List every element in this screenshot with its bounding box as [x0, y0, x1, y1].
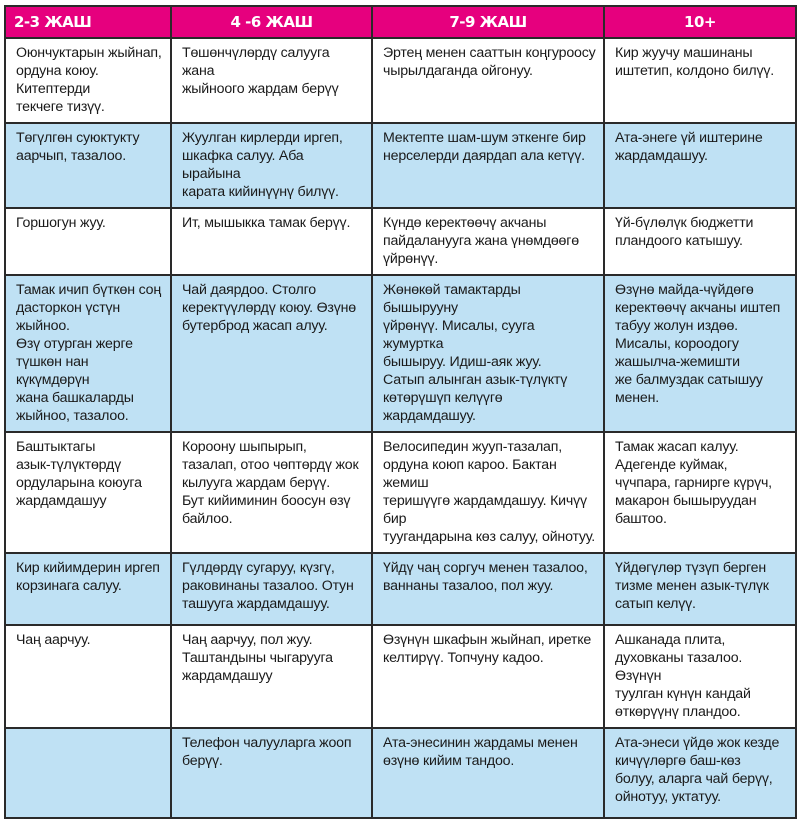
- table-cell: Жуулган кирлерди иргеп, шкафка салуу. Аба ырайына карата кийинүүнү билүү.: [171, 123, 372, 208]
- table-cell: Ит, мышыкка тамак берүү.: [171, 208, 372, 275]
- table-cell: Ата-энесинин жардамы менен өзүнө кийим тандоо.: [372, 728, 604, 818]
- table-row: [5, 625, 796, 728]
- header-age-7-9: 7-9 ЖАШ: [372, 6, 604, 38]
- table-cell: Тамак жасап калуу. Адегенде куймак, чүчпара, гарнирге күрүч, макарон бышыруудан баштоо.: [604, 432, 796, 553]
- chores-by-age-table: [4, 5, 797, 819]
- table-cell: Кир жуучу машинаны иштетип, колдоно билүү.: [604, 38, 796, 123]
- table-row: [5, 728, 796, 818]
- header-age-10-plus: 10+: [604, 6, 796, 38]
- table-cell: Ашканада плита, духовканы тазалоо. Өзүнүн туулган күнүн кандай өткөрүүнү пландоо.: [604, 625, 796, 728]
- table-row: [5, 208, 796, 275]
- table-cell: Күндө керектөөчү акчаны пайдаланууга жана үнөмдөөгө үйрөнүү.: [372, 208, 604, 275]
- table-cell: Үйдү чаң соргуч менен тазалоо, ваннаны тазалоо, пол жуу.: [372, 553, 604, 625]
- table-row: [5, 432, 796, 553]
- table-cell: Мектепте шам-шум эткенге бир нерселерди даярдап ала кетүү.: [372, 123, 604, 208]
- table-cell: Горшогун жуу.: [5, 208, 171, 275]
- table-cell: Өзүнүн шкафын жыйнап, иретке келтирүү. Топчуну кадоо.: [372, 625, 604, 728]
- table-cell: Оюнчуктарын жыйнап, ордуна коюу. Китептерди текчеге тизүү.: [5, 38, 171, 123]
- table-cell: Төгүлгөн суюктукту аарчып, тазалоо.: [5, 123, 171, 208]
- header-age-4-6: 4 -6 ЖАШ: [171, 6, 372, 38]
- table-cell: Чаң аарчуу, пол жуу. Таштандыны чыгарууга жардамдашуу: [171, 625, 372, 728]
- table-cell: Тамак ичип бүткөн соң дасторкон үстүн жыйноо. Өзү отурган жерге түшкөн нан күкүмдөрүн жана башкаларды жыйноо, тазалоо.: [5, 275, 171, 432]
- header-row: [5, 6, 796, 38]
- table-cell: Эртең менен сааттын коңгуроосу чырылдаганда ойгонуу.: [372, 38, 604, 123]
- table-row: [5, 38, 796, 123]
- table-cell: Баштыктагы азык-түлүктөрдү ордуларына коюуга жардамдашуу: [5, 432, 171, 553]
- table-cell: Үйдөгүлөр түзүп берген тизме менен азык-түлүк сатып келүү.: [604, 553, 796, 625]
- table-cell: Өзүнө майда-чүйдөгө керектөөчү акчаны иштеп табуу жолун издөө. Мисалы, короодогу жашылча-жемишти же балмуздак сатышуу менен.: [604, 275, 796, 432]
- header-age-2-3: 2-3 ЖАШ: [5, 6, 171, 38]
- table-cell: Кир кийимдерин иргеп корзинага салуу.: [5, 553, 171, 625]
- table-cell: Жөнөкөй тамактарды бышырууну үйрөнүү. Мисалы, сууга жумуртка бышыруу. Идиш-аяк жуу. Сатып алынган азык-түлүктү көтөрүшүп келүүгө жардамдашуу.: [372, 275, 604, 432]
- table-cell: Ата-энеси үйдө жок кезде кичүүлөргө баш-көз болуу, аларга чай берүү, ойнотуу, уктатуу.: [604, 728, 796, 818]
- table-cell: Велосипедин жууп-тазалап, ордуна коюп кароо. Бактан жемиш теришүүгө жардамдашуу. Кичүү бир туугандарына көз салуу, ойнотуу.: [372, 432, 604, 553]
- table-cell: Ата-энеге үй иштерине жардамдашуу.: [604, 123, 796, 208]
- table-cell: Үй-бүлөлүк бюджетти пландоого катышуу.: [604, 208, 796, 275]
- table-cell: Чай даярдоо. Столго керектүүлөрдү коюу. Өзүнө бутерброд жасап алуу.: [171, 275, 372, 432]
- table-cell: Телефон чалууларга жооп берүү.: [171, 728, 372, 818]
- table-row: [5, 275, 796, 432]
- table-cell: Төшөнчүлөрдү салууга жана жыйноого жардам берүү: [171, 38, 372, 123]
- table-row: [5, 123, 796, 208]
- table-cell: Чаң аарчуу.: [5, 625, 171, 728]
- table-cell: [5, 728, 171, 818]
- table-row: [5, 553, 796, 625]
- table-cell: Гүлдөрдү сугаруу, күзгү, раковинаны тазалоо. Отун ташууга жардамдашуу.: [171, 553, 372, 625]
- table-cell: Короону шыпырып, тазалап, отоо чөптөрдү жок кылууга жардам берүү. Бут кийиминин боосун өзү байлоо.: [171, 432, 372, 553]
